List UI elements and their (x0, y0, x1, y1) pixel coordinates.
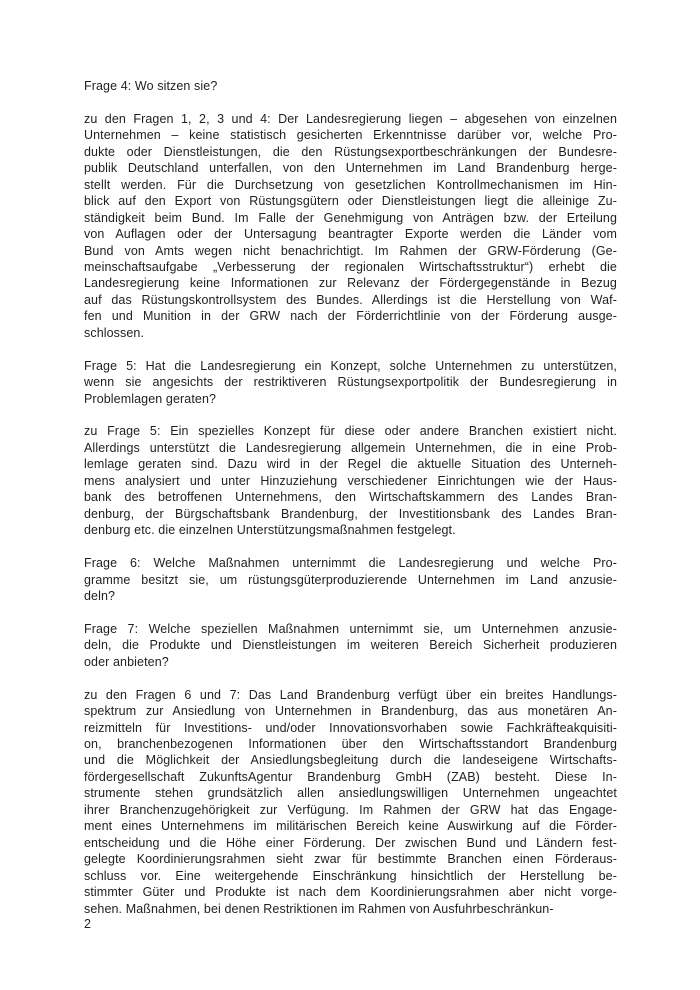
text-line: strumente stehen grundsätzlich allen ansiedlungswilligen Unternehmen ungeachtet (84, 786, 617, 801)
text-line: Frage 4: Wo sitzen sie? (84, 79, 218, 93)
text-line: auf das Rüstungskontrollsystem des Bundes. Allerdings ist die Herstellung von Waf- (84, 292, 617, 307)
text-line: oder anbieten? (84, 654, 169, 669)
text-line: publik Deutschland unterfallen, von den Unternehmen im Land Brandenburg herge- (84, 161, 617, 176)
text-line: gramme besitzt sie, um rüstungsgüterproduzierende Unternehmen im Land anzusie- (84, 572, 617, 587)
text-line: deln? (84, 588, 116, 603)
frage-6-heading (84, 555, 617, 604)
text-line: stellt werden. Für die Durchsetzung von gesetzlichen Kontrollmechanismen im Hin- (84, 177, 617, 192)
frage-4-heading (84, 78, 617, 94)
text-line: schluss vor. Eine weitergehende Einschränkung hinsichtlich der Herstellung be- (84, 868, 617, 883)
text-line: lemlage geraten sind. Dazu wird in der Regel die aktuelle Situation des Unterneh- (84, 457, 617, 472)
text-line: von Auflagen oder der Untersagung beantragter Exporte werden die Länder vom (84, 227, 617, 242)
text-line: deln, die Produkte und Dienstleistungen im weiteren Bereich Sicherheit produzieren (84, 638, 617, 653)
text-line: Problemlagen geraten? (84, 391, 217, 406)
text-line: schlossen. (84, 325, 145, 340)
text-line: mens analysiert und unter Hinzuziehung verschiedener Einrichtungen wie der Haus- (84, 473, 617, 488)
text-line: entscheidung und die Höhe einer Förderung. Der zwischen Bund und Ländern fest- (84, 835, 617, 850)
antwort-fragen-6-und-7 (84, 687, 617, 917)
text-line: sehen. Maßnahmen, bei denen Restriktionen im Rahmen von Ausfuhrbeschränkun- (84, 901, 554, 916)
text-line: stimmter Güter und Produkte ist nach dem Koordinierungsrahmen aber nicht vorge- (84, 885, 617, 900)
text-line: on, branchenbezogenen Informationen über den Wirtschaftsstandort Brandenburg (84, 737, 617, 752)
text-line: zu Frage 5: Ein spezielles Konzept für diese oder andere Branchen existiert nicht. (84, 424, 617, 439)
text-line: spektrum zur Ansiedlung von Unternehmen in Brandenburg, das aus monetären An- (84, 704, 617, 719)
text-line: Landesregierung keine Informationen zur Relevanz der Fördergegenstände in Bezug (84, 276, 617, 291)
text-line: gelegte Koordinierungsrahmen sieht zwar für bestimmte Branchen einen Förderaus- (84, 852, 617, 867)
text-line: Frage 7: Welche speziellen Maßnahmen unternimmt sie, um Unternehmen anzusie- (84, 621, 617, 636)
text-line: zu den Fragen 1, 2, 3 und 4: Der Landesregierung liegen – abgesehen von einzelnen (84, 111, 617, 126)
text-line: reizmitteln für Investitions- und/oder Innovationsvorhaben sowie Fachkräfteakquisiti- (84, 720, 617, 735)
text-line: fen und Munition in der GRW nach der Förderrichtlinie von der Förderung ausge- (84, 309, 617, 324)
text-line: Unternehmen – keine statistisch gesicherten Erkenntnisse darüber vor, welche Pro- (84, 128, 617, 143)
text-line: denburg, der Bürgschaftsbank Brandenburg, der Investitionsbank des Landes Bran- (84, 506, 617, 521)
document-body (84, 78, 617, 917)
text-line: Frage 6: Welche Maßnahmen unternimmt die Landesregierung und welche Pro- (84, 556, 617, 571)
antwort-frage-5 (84, 423, 617, 538)
text-line: blick auf den Export von Rüstungsgütern oder Dienstleistungen liegt die alleinige Zu- (84, 194, 617, 209)
page-number: 2 (84, 917, 91, 931)
text-line: bank des betroffenen Unternehmens, den Wirtschaftskammern des Landes Bran- (84, 490, 617, 505)
text-line: Allerdings unterstützt die Landesregierung allgemein Unternehmen, die in eine Prob- (84, 440, 617, 455)
frage-7-heading (84, 621, 617, 670)
text-line: fördergesellschaft ZukunftsAgentur Brandenburg GmbH (ZAB) besteht. Diese In- (84, 769, 617, 784)
text-line: dukte oder Dienstleistungen, die den Rüstungsexportbeschränkungen der Bundesre- (84, 144, 617, 159)
text-line: ständigkeit beim Bund. Im Falle der Genehmigung von Anträgen bzw. der Erteilung (84, 210, 617, 225)
text-line: Frage 5: Hat die Landesregierung ein Konzept, solche Unternehmen zu unterstützen, (84, 358, 617, 373)
text-line: wenn sie angesichts der restriktiveren Rüstungsexportpolitik der Bundesregierung in (84, 375, 617, 390)
text-line: zu den Fragen 6 und 7: Das Land Brandenburg verfügt über ein breites Handlungs- (84, 687, 617, 702)
antwort-fragen-1-bis-4 (84, 111, 617, 341)
text-line: denburg etc. die einzelnen Unterstützungsmaßnahmen festgelegt. (84, 523, 456, 538)
text-line: ihrer Branchenzugehörigkeit zur Verfügung. Im Rahmen der GRW hat das Engage- (84, 802, 617, 817)
frage-5-heading (84, 358, 617, 407)
text-line: Bund von Amts wegen nicht benachrichtigt. Im Rahmen der GRW-Förderung (Ge- (84, 243, 617, 258)
text-line: und die Möglichkeit der Ansiedlungsbegleitung durch die landeseigene Wirtschafts- (84, 753, 617, 768)
text-line: meinschaftsaufgabe „Verbesserung der regionalen Wirtschaftsstruktur“) erhebt die (84, 259, 617, 274)
text-line: ment eines Unternehmens im militärischen Bereich keine Auswirkung auf die Förder- (84, 819, 617, 834)
